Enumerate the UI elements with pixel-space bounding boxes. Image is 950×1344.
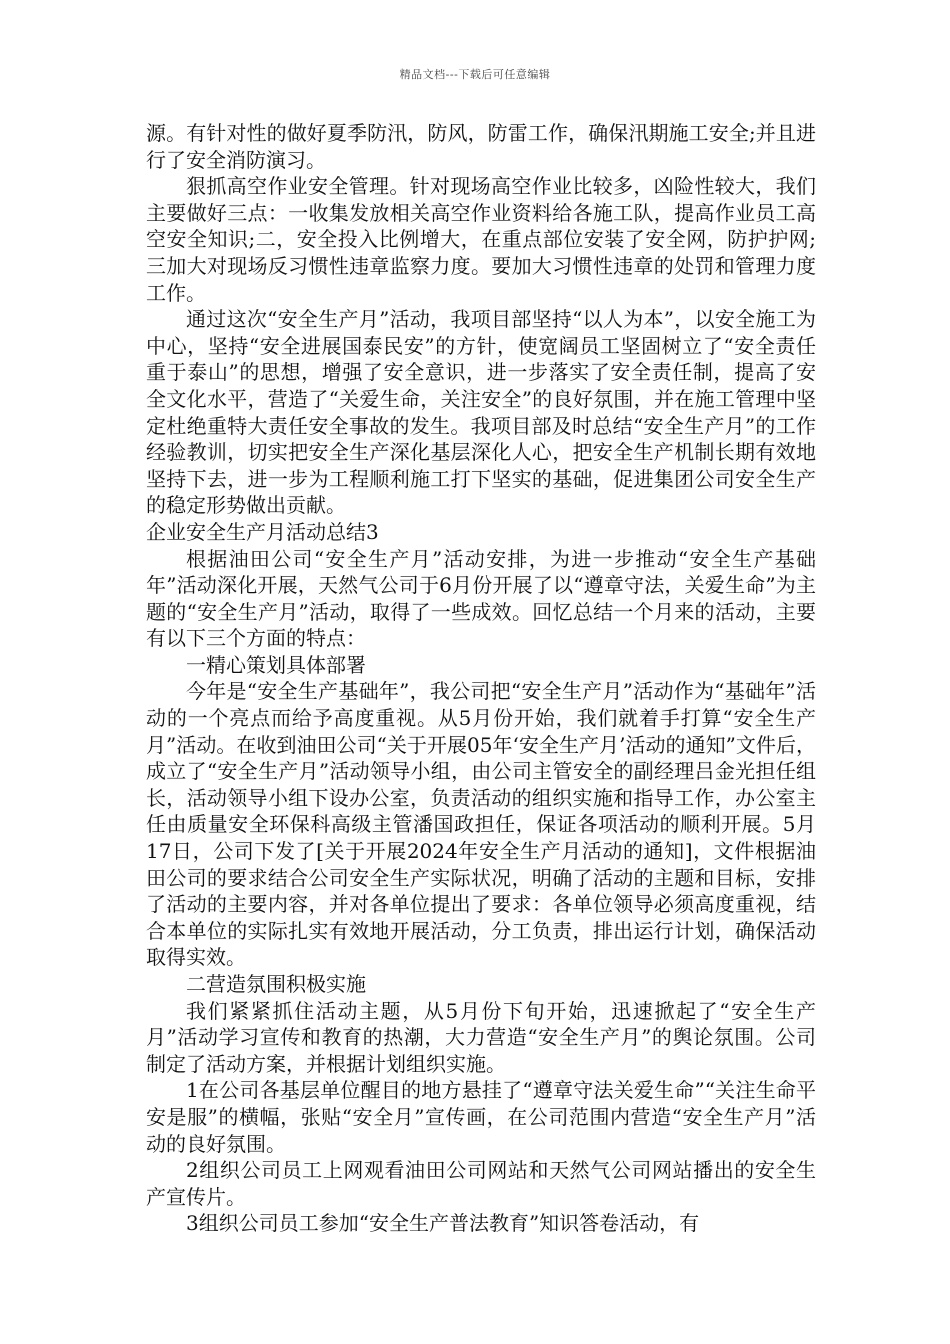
page-header: 精品文档---下载后可任意编辑 [399,68,551,81]
paragraph-activity-summary: 通过这次“安全生产月”活动，我项目部坚持“以人为本”，以安全施工为中心，坚持“安全进展国泰民安”的方针，使宽阔员工坚固树立了“安全责任重于泰山”的思想，增强了安全意识，进一步落实了安全责任制，提高了安全文化水平，营造了“关爱生命，关注安全”的良好氛围，并在施工管理中坚定杜绝重特大责任安全事故的发生。我项目部及时总结“安全生产月”的工作经验教训，切实把安全生产深化基层深化人心，把安全生产机制长期有效地坚持下去，进一步为工程顺利施工打下坚实的基础，促进集团公司安全生产的稳定形势做出贡献。 [146,307,816,518]
list-item-videos: 2组织公司员工上网观看油田公司网站和天然气公司网站播出的安全生产宣传片。 [146,1158,816,1209]
subheading-atmosphere: 二营造氛围积极实施 [186,972,366,996]
document-body [146,120,816,1237]
paragraph-planning: 今年是“安全生产基础年”，我公司把“安全生产月”活动作为“基础年”活动的一个亮点而给予高度重视。从5月份开始，我们就着手打算“安全生产月”活动。在收到油田公司“关于开展05年‘安全生产月’活动的通知”文件后，成立了“安全生产月”活动领导小组，由公司主管安全的副经理吕金光担任组长，活动领导小组下设办公室，负责活动的组织实施和指导工作，办公室主任由质量安全环保科高级主管潘国政担任，保证各项活动的顺利开展。5月17日，公司下发了[关于开展2024年安全生产月活动的通知]，文件根据油田公司的要求结合公司安全生产实际状况，明确了活动的主题和目标，安排了活动的主要内容，并对各单位提出了要求：各单位领导必须高度重视，结合本单位的实际扎实有效地开展活动，分工负责，排出运行计划，确保活动取得实效。 [146,679,816,970]
list-item-quiz: 3组织公司员工参加“安全生产普法教育”知识答卷活动，有 [186,1211,700,1236]
paragraph-flood-prevention: 源。有针对性的做好夏季防汛，防风，防雷工作，确保汛期施工安全;并且进行了安全消防演习。 [146,121,816,172]
paragraph-atmosphere: 我们紧紧抓住活动主题，从5月份下旬开始，迅速掀起了“安全生产月”活动学习宣传和教育的热潮，大力营造“安全生产月”的舆论氛围。公司制定了活动方案，并根据计划组织实施。 [146,998,816,1076]
section-title: 企业安全生产月活动总结3 [146,519,379,544]
subheading-planning: 一精心策划具体部署 [186,652,366,677]
paragraph-high-altitude-safety: 狠抓高空作业安全管理。针对现场高空作业比较多，凶险性较大，我们主要做好三点：一收集发放相关高空作业资料给各施工队，提高作业员工高空安全知识;二，安全投入比例增大，在重点部位安装了安全网，防护护网;三加大对现场反习惯性违章监察力度。要加大习惯性违章的处罚和管理力度工作。 [146,174,816,305]
list-item-banners: 1在公司各基层单位醒目的地方悬挂了“遵章守法关爱生命”“关注生命平安是服”的横幅，张贴“安全月”宣传画，在公司范围内营造“安全生产月”活动的良好氛围。 [146,1078,816,1156]
paragraph-introduction: 根据油田公司“安全生产月”活动安排，为进一步推动“安全生产基础年”活动深化开展，天然气公司于6月份开展了以“遵章守法，关爱生命”为主题的“安全生产月”活动，取得了一些成效。回忆总结一个月来的活动，主要有以下三个方面的特点： [146,546,816,651]
